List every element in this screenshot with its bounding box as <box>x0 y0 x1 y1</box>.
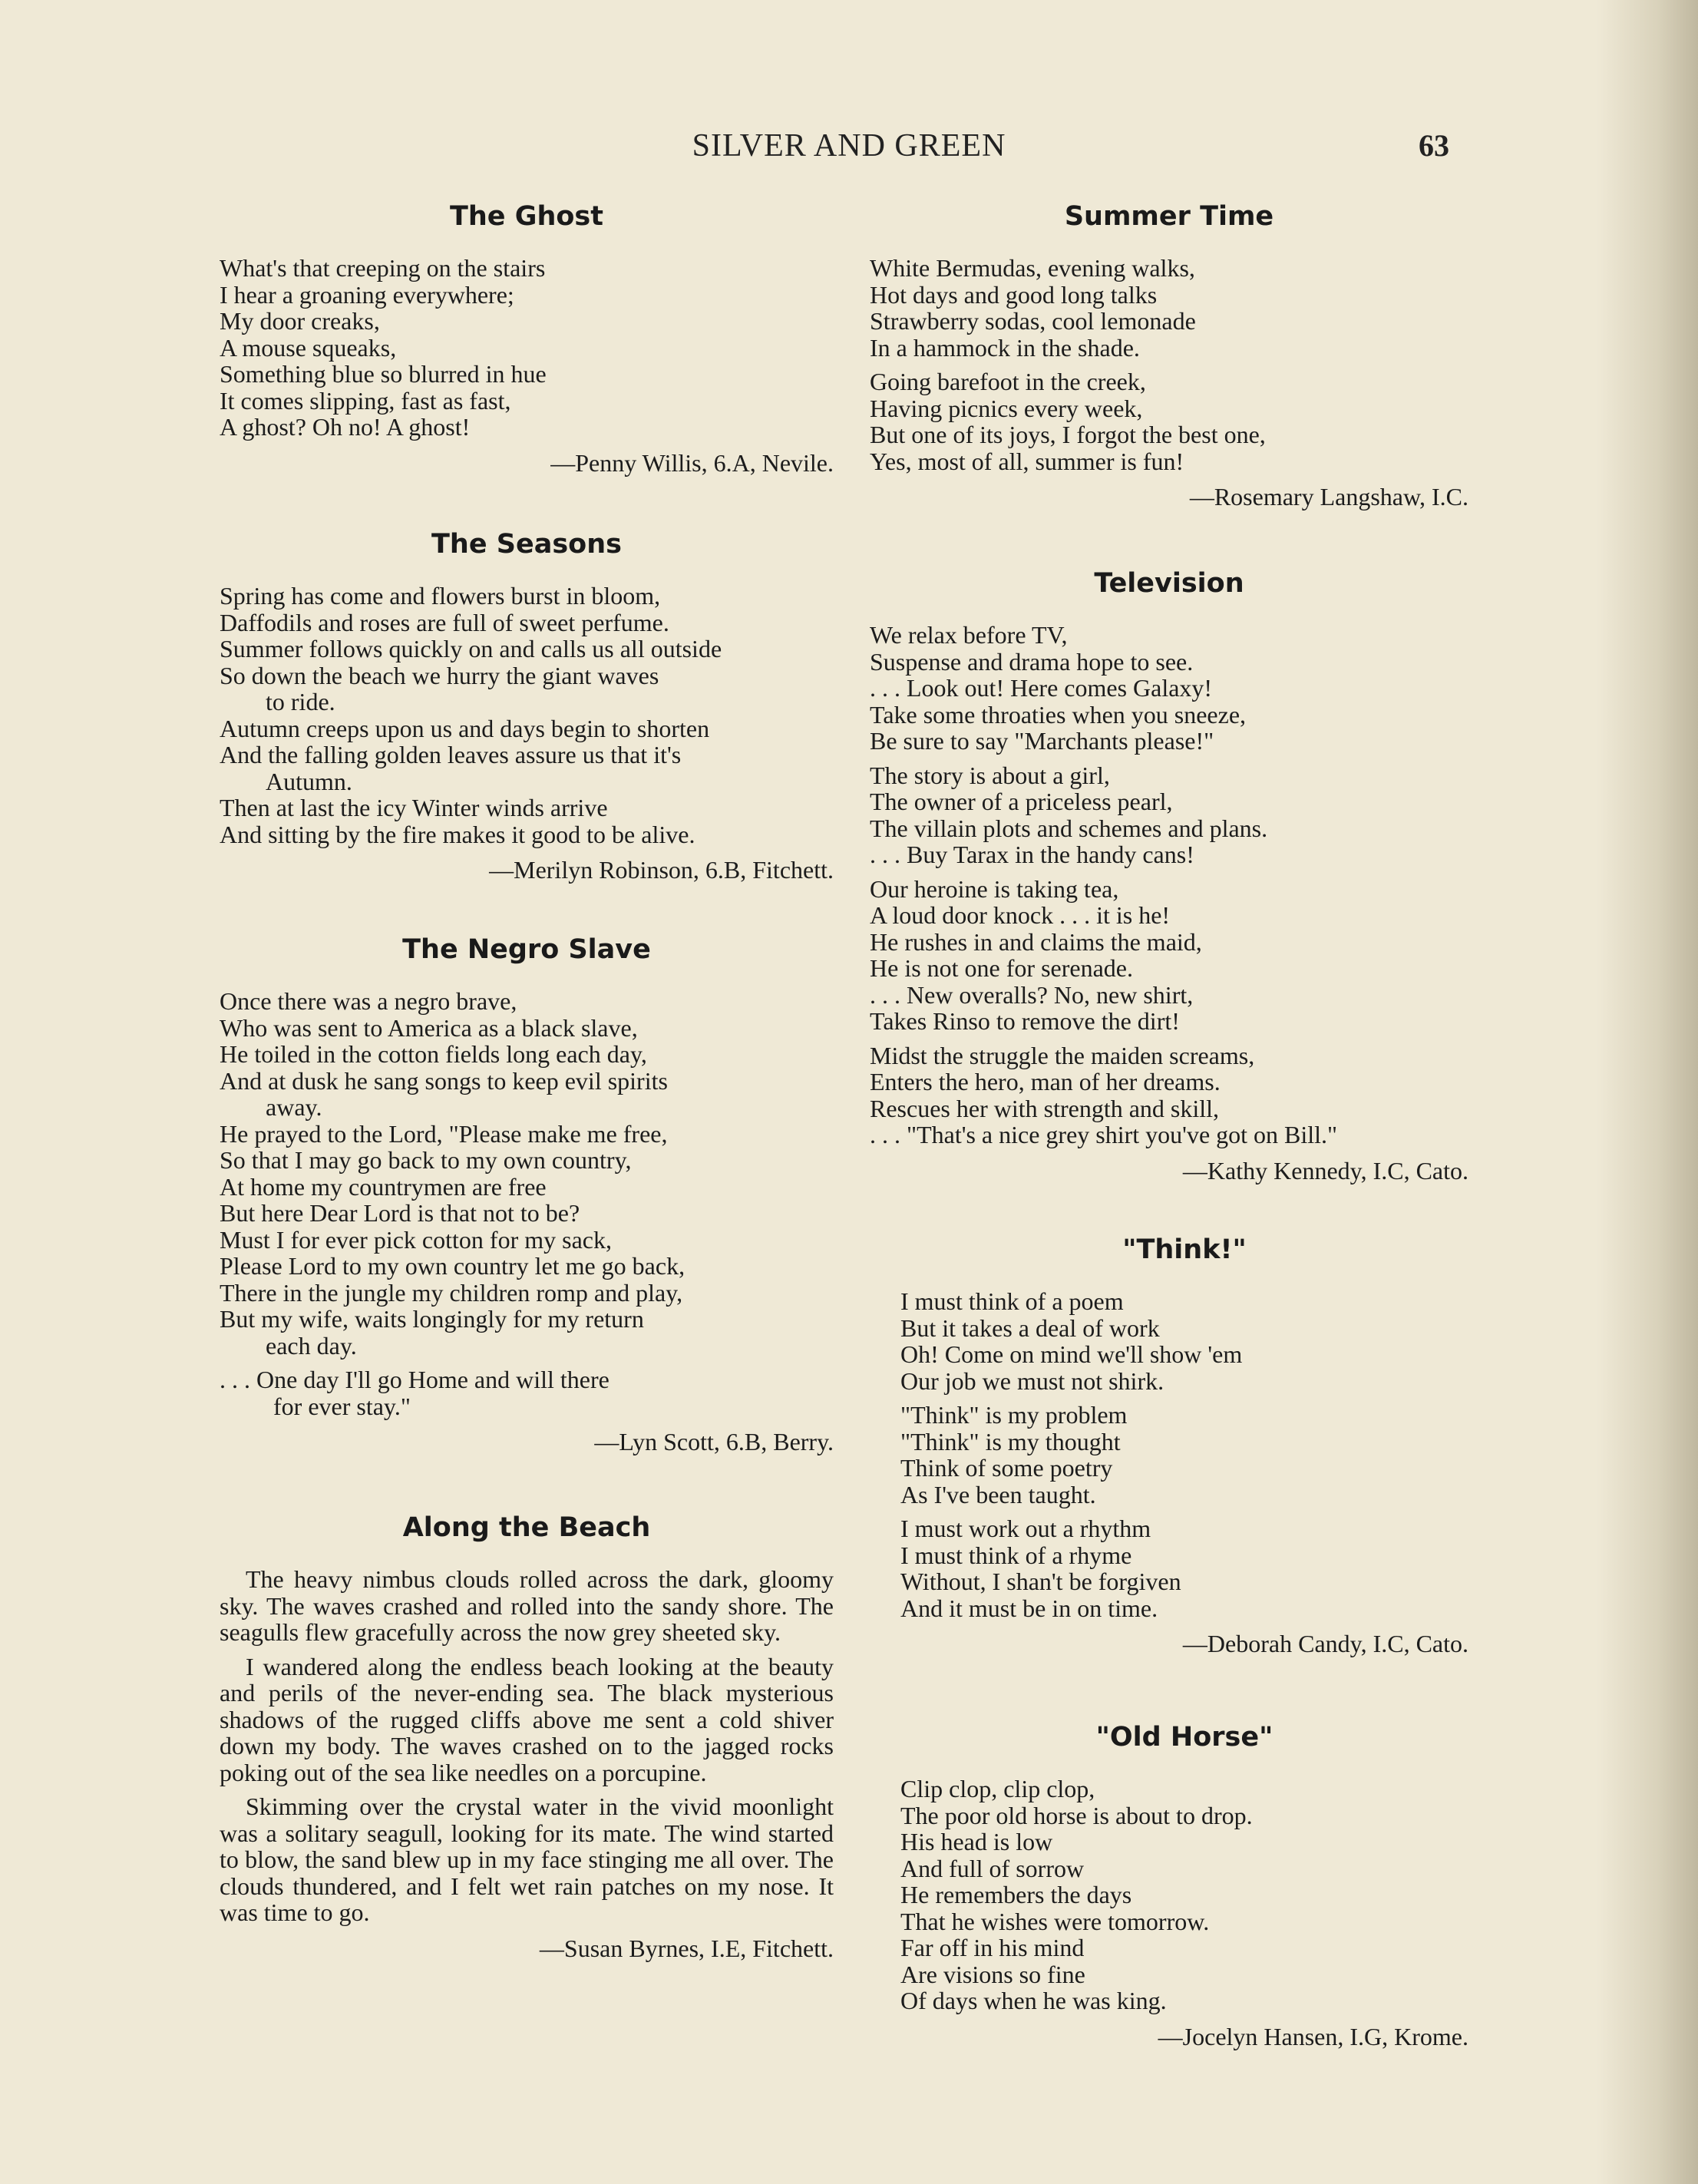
story-along-the-beach <box>220 1512 834 1961</box>
poem-line: There in the jungle my children romp and play, <box>220 1278 683 1307</box>
poem-the-ghost <box>220 201 834 476</box>
running-title: SILVER AND GREEN <box>692 128 1006 164</box>
poem-the-negro-slave <box>220 934 834 1455</box>
poem-line: Once there was a negro brave, <box>220 987 517 1015</box>
poem-line: I must think of a rhyme <box>900 1541 1132 1569</box>
poem-line: Of days when he was king. <box>900 1987 1167 2014</box>
poem-line: Far off in his mind <box>900 1934 1085 1961</box>
poem-title: "Old Horse" <box>1095 1722 1274 1753</box>
poem-line: . . . Buy Tarax in the handy cans! <box>870 841 1194 868</box>
poem-title: The Seasons <box>431 529 622 560</box>
poem-line: Rescues her with strength and skill, <box>870 1094 1220 1122</box>
poem-line: At home my countrymen are free <box>220 1172 547 1201</box>
poem-line: Are visions so fine <box>900 1960 1085 1988</box>
poem-line: Spring has come and flowers burst in bloom, <box>220 582 661 610</box>
poem-line: We relax before TV, <box>870 621 1068 649</box>
poem-line: Without, I shan't be forgiven <box>900 1568 1181 1595</box>
poem-line: And it must be in on time. <box>900 1594 1158 1622</box>
poem-line: What's that creeping on the stairs <box>220 254 546 282</box>
poem-line: And full of sorrow <box>900 1854 1085 1882</box>
poem-television <box>870 568 1468 1184</box>
poem-title: Television <box>1094 568 1244 599</box>
poem-author: —Susan Byrnes, I.E, Fitchett. <box>539 1934 834 1962</box>
page-number: 63 <box>1419 128 1449 163</box>
poem-author: —Lyn Scott, 6.B, Berry. <box>594 1428 834 1455</box>
poem-line: My door creaks, <box>220 307 380 335</box>
poem-lines <box>220 988 834 1359</box>
poem-author: —Rosemary Langshaw, I.C. <box>1189 483 1468 510</box>
poem-line: . . . One day I'll go Home and will there <box>220 1366 609 1393</box>
poem-line: each day. <box>266 1331 357 1360</box>
poem-line: Something blue so blurred in hue <box>220 360 547 388</box>
poem-ending <box>220 1366 834 1419</box>
poem-line: Strawberry sodas, cool lemonade <box>870 307 1196 335</box>
poem-line: Yes, most of all, summer is fun! <box>870 447 1184 475</box>
poem-line: The story is about a girl, <box>870 761 1110 789</box>
poem-line: I must work out a rhythm <box>900 1515 1151 1542</box>
poem-line: . . . "That's a nice grey shirt you've got on Bill." <box>870 1121 1338 1148</box>
poem-line: It comes slipping, fast as fast, <box>220 386 511 415</box>
poem-line: to ride. <box>266 688 335 715</box>
poem-think <box>870 1234 1468 1657</box>
poem-line: "Think" is my thought <box>900 1427 1121 1455</box>
story-paragraph: Skimming over the crystal water in the vivid moonlight was a solitary seagull, looking for its mate. The wind started to blow, the sand blew up in my face stinging me all over. The clouds thundered, and I felt wet rain patches on my nose. It was time to go. <box>220 1792 834 1926</box>
poem-stanza <box>870 762 1468 868</box>
poem-stanza <box>870 255 1468 361</box>
poem-line: away. <box>266 1093 322 1121</box>
poem-line: Must I for ever pick cotton for my sack, <box>220 1225 612 1254</box>
poem-line: He is not one for serenade. <box>870 954 1133 982</box>
poem-line: A mouse squeaks, <box>220 333 397 362</box>
poem-author: —Kathy Kennedy, I.C, Cato. <box>1182 1156 1468 1185</box>
poem-line: Takes Rinso to remove the dirt! <box>870 1007 1180 1035</box>
poem-line: He toiled in the cotton fields long each day, <box>220 1040 647 1068</box>
poem-line: Then at last the icy Winter winds arrive <box>220 794 608 821</box>
poem-line: Summer follows quickly on and calls us all outside <box>220 635 722 662</box>
poem-line: Going barefoot in the creek, <box>870 368 1146 395</box>
poem-line: A ghost? Oh no! A ghost! <box>220 413 471 441</box>
poem-line: But one of its joys, I forgot the best one, <box>870 421 1266 448</box>
poem-line: Autumn. <box>266 767 352 795</box>
poem-line: But it takes a deal of work <box>900 1313 1160 1342</box>
poem-author: —Jocelyn Hansen, I.G, Krome. <box>1158 2022 1468 2050</box>
poem-title: The Ghost <box>450 201 603 232</box>
poem-line: The poor old horse is about to drop. <box>900 1801 1253 1829</box>
poem-title: "Think!" <box>1122 1234 1247 1265</box>
poem-title: The Negro Slave <box>402 934 651 965</box>
poem-line: So down the beach we hurry the giant waves <box>220 661 659 689</box>
poem-line: Autumn creeps upon us and days begin to shorten <box>220 714 710 742</box>
poem-line: He prayed to the Lord, "Please make me free, <box>220 1119 668 1148</box>
page-header <box>0 127 1698 173</box>
poem-lines <box>220 583 834 847</box>
poem-line: Our job we must not shirk. <box>900 1366 1164 1395</box>
poem-line: And at dusk he sang songs to keep evil spirits <box>220 1066 668 1095</box>
poem-stanza <box>900 1515 1468 1621</box>
poem-stanza <box>870 622 1468 755</box>
poem-the-seasons <box>220 529 834 884</box>
poem-stanza <box>900 1288 1468 1394</box>
poem-line: A loud door knock . . . it is he! <box>870 901 1171 929</box>
poem-line: But my wife, waits longingly for my return <box>220 1305 644 1333</box>
poem-line: The villain plots and schemes and plans. <box>870 814 1268 842</box>
poem-author: —Merilyn Robinson, 6.B, Fitchett. <box>489 856 834 884</box>
poem-line: Daffodils and roses are full of sweet perfume. <box>220 608 669 636</box>
poem-line: I must think of a poem <box>900 1287 1124 1315</box>
story-paragraph: I wandered along the endless beach looking at the beauty and perils of the never-ending sea. The black mysterious shadows of the rugged cliffs above me sent a cold shiver down my body. The waves crashed on to the jagged rocks poking out of the sea like needles on a porcupine. <box>220 1652 834 1786</box>
poem-lines <box>220 255 834 441</box>
poem-line: "Think" is my problem <box>900 1401 1128 1429</box>
poem-line: That he wishes were tomorrow. <box>900 1907 1210 1935</box>
poem-line: White Bermudas, evening walks, <box>870 254 1195 282</box>
poem-line: Enters the hero, man of her dreams. <box>870 1068 1221 1095</box>
poem-line: I hear a groaning everywhere; <box>220 280 514 309</box>
poem-line: Midst the struggle the maiden screams, <box>870 1041 1255 1069</box>
poem-line: Oh! Come on mind we'll show 'em <box>900 1340 1243 1368</box>
poem-line: Suspense and drama hope to see. <box>870 647 1194 676</box>
poem-stanza <box>870 876 1468 1035</box>
page-edge <box>1597 0 1698 2184</box>
poem-line: Please Lord to my own country let me go back, <box>220 1252 685 1280</box>
poem-title: Summer Time <box>1064 201 1274 232</box>
poem-line: Our heroine is taking tea, <box>870 874 1119 903</box>
poem-line: So that I may go back to my own country, <box>220 1146 632 1174</box>
poem-line: Take some throaties when you sneeze, <box>870 700 1247 729</box>
poem-line: Think of some poetry <box>900 1454 1113 1482</box>
poem-line: But here Dear Lord is that not to be? <box>220 1199 580 1227</box>
poem-line: And sitting by the fire makes it good to be alive. <box>220 820 695 848</box>
poem-summer-time <box>870 201 1468 510</box>
poem-author: —Deborah Candy, I.C, Cato. <box>1182 1630 1468 1657</box>
poem-line: His head is low <box>900 1828 1053 1855</box>
poem-line: As I've been taught. <box>900 1480 1096 1508</box>
poem-line: Clip clop, clip clop, <box>900 1775 1095 1802</box>
poem-author: —Penny Willis, 6.A, Nevile. <box>550 448 834 477</box>
story-paragraph: The heavy nimbus clouds rolled across the dark, gloomy sky. The waves crashed and rolled into the sandy shore. The seagulls flew gracefully across the now grey sheeted sky. <box>220 1565 834 1646</box>
poem-line: He rushes in and claims the maid, <box>870 927 1202 956</box>
poem-title: Along the Beach <box>402 1512 651 1543</box>
poem-line: Having picnics every week, <box>870 394 1143 422</box>
poem-line: Be sure to say "Marchants please!" <box>870 727 1214 755</box>
poem-stanza <box>870 1042 1468 1148</box>
poem-stanza <box>870 368 1468 474</box>
poem-line: . . . New overalls? No, new shirt, <box>870 980 1194 1009</box>
poem-line: for ever stay." <box>273 1392 411 1420</box>
poem-line: The owner of a priceless pearl, <box>870 788 1173 815</box>
poem-line: In a hammock in the shade. <box>870 333 1140 362</box>
poem-stanza <box>900 1402 1468 1508</box>
poem-lines <box>900 1776 1468 2014</box>
poem-line: Hot days and good long talks <box>870 280 1158 309</box>
poem-old-horse <box>870 1722 1468 2050</box>
poem-line: He remembers the days <box>900 1881 1132 1908</box>
poem-line: . . . Look out! Here comes Galaxy! <box>870 674 1213 702</box>
poem-line: And the falling golden leaves assure us that it's <box>220 741 682 768</box>
poem-line: Who was sent to America as a black slave, <box>220 1013 638 1042</box>
